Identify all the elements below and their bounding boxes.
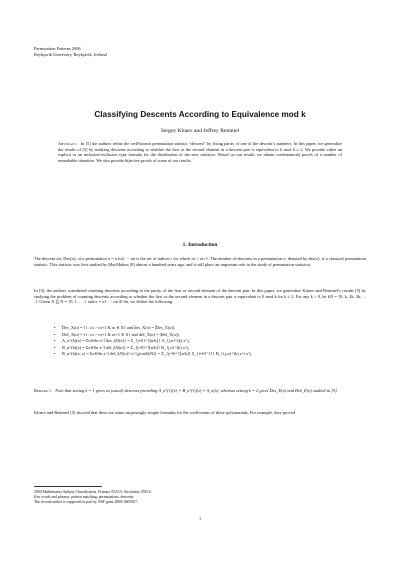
bullet-icon: • bbox=[54, 344, 56, 350]
conference-name: Permutation Patterns 2006 bbox=[34, 46, 81, 51]
bullet-icon: • bbox=[54, 338, 56, 343]
paper-authors: Sergey Kitaev and Jeffrey Remmel bbox=[160, 128, 240, 134]
conference-location: Reykjavík University, Reykjavík, Iceland bbox=[34, 51, 107, 57]
remark-label: Remark 1. bbox=[34, 388, 53, 393]
bullet-icon: • bbox=[54, 325, 56, 330]
paragraph-1: The descent set, Des(σ), of a permutation σ = σ1σ2 ··· σn is the set of indices i for which σi > σi+1. The number of descents in a permutation σ, denoted by des(σ), is a classical permutation statistic. This statistic was first studied by MacMahon [8] almost a hundred years ago, and it still plays an important role in the study of permutation statistics. bbox=[34, 256, 366, 267]
paragraph-2: In [5], the authors considered counting descents according to the parity of the first or second element of the descent pair. In this paper, we generalize Kitaev and Remmel’s results [5] by studying the problem of counting descents according to whether the first or the second element in a descent pair is equivalent to 0 mod k for k ≥ 2. For any k > 0, let kN = {0, k, 2k, 3k, . . .}. Given X ⊆ N = {0, 1, . . .} and σ = σ1 ··· σn ∈ Sn, we define the following: bbox=[34, 288, 366, 305]
footnote-keywords: Key words and phrases. pattern matching, permutations, descents. bbox=[34, 495, 135, 499]
page-number: 1 bbox=[198, 516, 202, 521]
section-heading: 1. Introduction bbox=[182, 242, 218, 248]
abstract-text: In [5] the authors refine the well-known permutation statistic “descent” by fixing parity of one of the descent’s numbers. In this paper, we generalize the results of [5] by studying descents according to whether the first or the second element in a descent pair is equivalent to k mod k ≥ 2. We provide either an explicit or an inclusion-exclusion type formula for the distribution of the new statistics. Based on our results we obtain combinatorial proofs of a number of remarkable identities. We also provide bijective proofs of some of our results. bbox=[58, 141, 343, 164]
footnotes bbox=[34, 490, 366, 505]
footnote-grant: The second author is supported in part by NSF grant DMS 0400507. bbox=[34, 500, 138, 504]
abstract-label: Abstract. bbox=[58, 141, 78, 146]
definition-text: A_n^(k)(x) = Σσ∈Sn x^{̅des_kN(σ)} = Σ_{j=0}^{⌊n/k⌋} A_{j,n}^(k) x^j, bbox=[62, 338, 190, 343]
definition-text: B_n^(k)(x, z) = Σσ∈Sn x^{des̅_kN(σ)} z^{χ(σn∈kN)} = Σ_{j=0}^{⌊n/k⌋} Σ_{i=0}^{1} B_{i,j,n}^(k) z^i x^j. bbox=[62, 351, 253, 356]
definition-item bbox=[54, 351, 354, 358]
conference-header bbox=[34, 46, 107, 57]
bullet-icon: • bbox=[54, 331, 56, 337]
remark bbox=[34, 388, 366, 394]
paper-title: Classifying Descents According to Equivalence mod k bbox=[94, 110, 306, 119]
definition-text: Des̅_X(σ) = {i : σi > σi+1 & σi+1 ∈ X} and des̅_X(σ) = |Des̅_X(σ)|; bbox=[62, 331, 180, 337]
remark-text: Note that setting k = 1 gives us (usual) descents providing A_n^(1)(x) = B_n^(1)(x) = A_n(x), whereas setting k = 2 gives ̅Des_E(σ) and Des̅_E(σ) studied in [5]. bbox=[55, 388, 338, 393]
abstract bbox=[58, 141, 342, 164]
bullet-icon: • bbox=[54, 351, 56, 356]
footnote-rule bbox=[34, 486, 102, 487]
definition-text: ̅Des_X(σ) = {i : σi > σi+1 & σi ∈ X} and ̅des_X(σ) = |̅Des_X(σ)|; bbox=[62, 325, 176, 330]
footnote-msc: 2000 Mathematics Subject Classification. Primary 05A15; Secondary 05E10. bbox=[34, 490, 152, 494]
definition-text: B_n^(k)(x) = Σσ∈Sn x^{des̅_kN(σ)} = Σ_{j=0}^{⌊n/k⌋} B_{j,n}^(k) x^j, bbox=[62, 344, 190, 350]
definitions-list bbox=[54, 325, 354, 358]
paragraph-3: Kitaev and Remmel [5] showed that there are some surprisingly simple formulas for the coefficients of these polynomials. For example, they proved bbox=[34, 410, 295, 415]
